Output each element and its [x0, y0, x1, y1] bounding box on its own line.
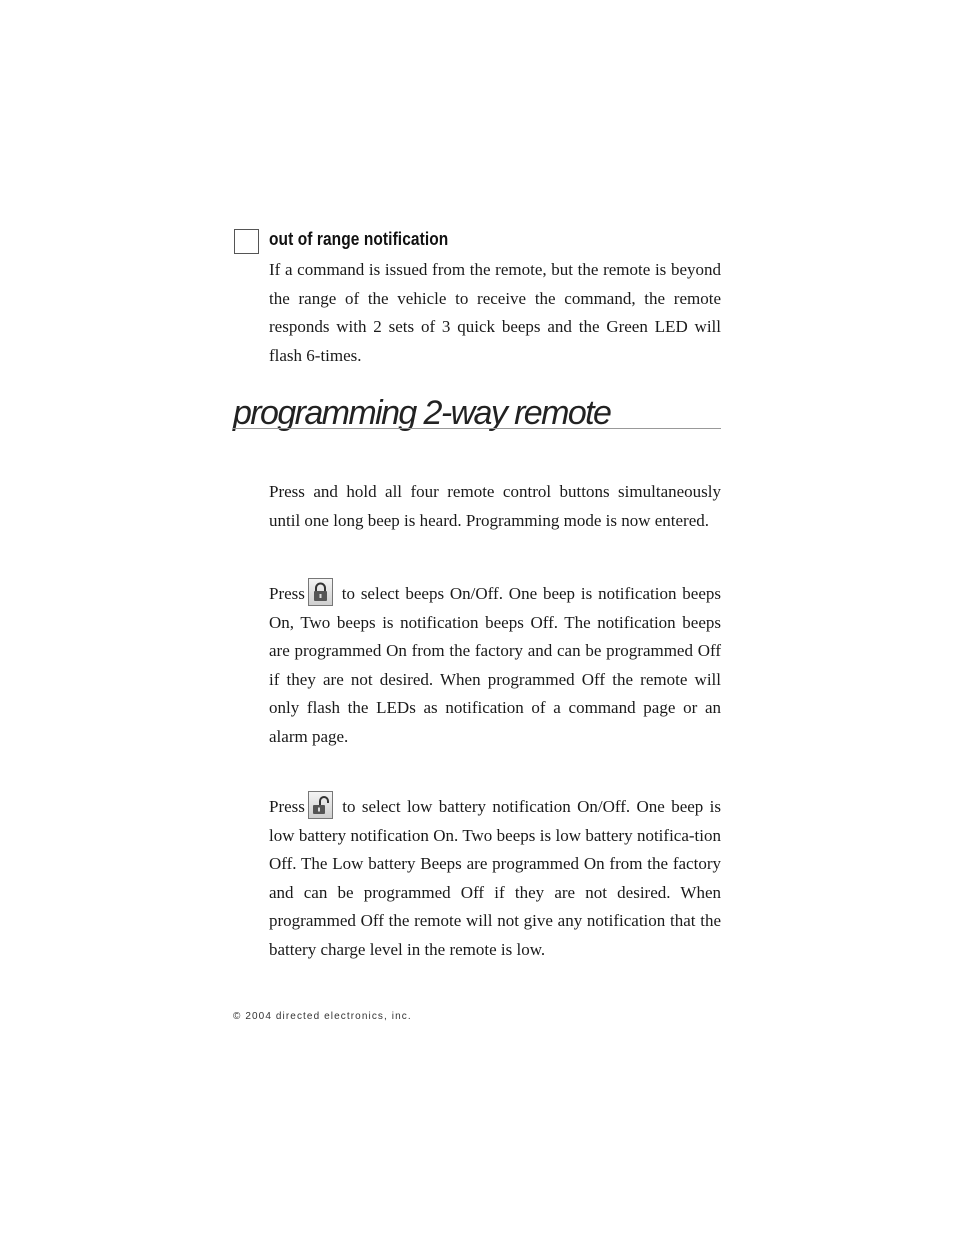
- beeps-press-label: Press: [269, 584, 305, 603]
- copyright-footer: © 2004 directed electronics, inc.: [233, 1011, 412, 1022]
- section-title: programming 2-way remote: [233, 394, 611, 432]
- lock-icon: [308, 578, 333, 606]
- programming-intro-paragraph: Press and hold all four remote control buttons simultaneously until one long beep is heard. Programming mode is now entered.: [269, 482, 721, 530]
- unlock-icon: [308, 791, 333, 819]
- battery-paragraph: [269, 791, 721, 964]
- checkbox-icon: [234, 229, 259, 254]
- beeps-paragraph: [269, 578, 721, 751]
- title-underline: [233, 428, 721, 429]
- battery-press-label: Press: [269, 797, 305, 816]
- out-of-range-paragraph: If a command is issued from the remote, but the remote is beyond the range of the vehicle to receive the command, the remote responds with 2 sets of 3 quick beeps and the Green LED will flash 6-times.: [269, 260, 721, 365]
- out-of-range-heading: out of range notification: [269, 229, 449, 249]
- battery-description: to select low battery notification On/Off. One beep is low battery notification On. Two beeps is low battery notifica-tion Off. The Low battery Beeps are programmed On from the factory and can be programmed Off if they are not desired. When programmed Off the remote will not give any notification that the battery charge level in the remote is low.: [269, 797, 722, 959]
- beeps-description: to select beeps On/Off. One beep is notification beeps On, Two beeps is notification beeps Off. The notification beeps are programmed On from the factory and can be programmed Off if they are not desired. When programmed Off the remote will only flash the LEDs as notification of a command page or an alarm page.: [269, 584, 721, 746]
